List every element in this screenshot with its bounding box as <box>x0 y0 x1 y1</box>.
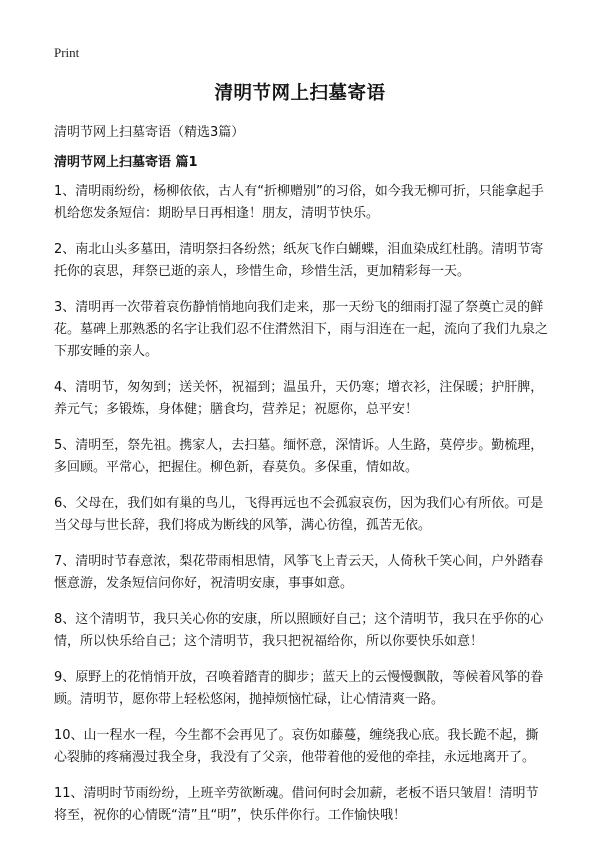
message-list <box>54 181 548 841</box>
list-item: 5、清明至，祭先祖。携家人，去扫墓。缅怀意，深情诉。人生路，莫停步。勤梳理，多回顾。平常心，把握住。柳色新，春莫负。多保重，情如故。 <box>54 438 544 475</box>
list-item: 1、清明雨纷纷，杨柳依依，古人有“折柳赠别”的习俗，如今我无柳可折，只能拿起手机给您发条短信：期盼早日再相逢！朋友，清明节快乐。 <box>54 184 544 221</box>
list-item: 3、清明再一次带着哀伤静悄悄地向我们走来，那一天纷飞的细雨打湿了祭奠亡灵的鲜花。墓碑上那熟悉的名字让我们忍不住潸然泪下，雨与泪连在一起，流向了我们九泉之下那安睡的亲人。 <box>54 300 549 359</box>
list-item: 7、清明时节春意浓，梨花带雨相思情，风筝飞上青云天，人倚秋千笑心间，户外踏春惬意游，发条短信问你好，祝清明安康，事事如意。 <box>54 554 544 591</box>
list-item: 2、南北山头多墓田，清明祭扫各纷然；纸灰飞作白蝴蝶，泪血染成红杜鹃。清明节寄托你的哀思，拜祭已逝的亲人，珍惜生命，珍惜生活，更加精彩每一天。 <box>54 242 544 279</box>
list-item: 10、山一程水一程，今生都不会再见了。哀伤如藤蔓，缠绕我心底。我长跪不起，撕心裂肺的疼痛漫过我全身，我没有了父亲，他带着他的爱他的牵挂，永远地离开了。 <box>54 728 539 765</box>
document-subtitle: 清明节网上扫墓寄语（精选3篇） <box>54 125 245 140</box>
list-item: 4、清明节，匆匆到；送关怀，祝福到；温虽升，天仍寒；增衣衫，注保暖；护肝脾，养元气；多锻炼，身体健；膳食均，营养足；祝愿你，总平安！ <box>54 380 544 417</box>
list-item: 11、清明时节雨纷纷，上班辛劳欲断魂。借问何时会加薪，老板不语只皱眉！清明节将至，祝你的心情既“清”且“明”，快乐伴你行。工作愉快哦！ <box>54 786 539 823</box>
print-link[interactable]: Print <box>54 45 80 60</box>
list-item: 6、父母在，我们如有巢的鸟儿，飞得再远也不会孤寂哀伤，因为我们心有所依。可是当父母与世长辞，我们将成为断线的风筝，满心彷徨，孤苦无依。 <box>54 496 544 533</box>
section-heading: 清明节网上扫墓寄语 篇1 <box>54 155 198 170</box>
list-item: 9、原野上的花悄悄开放，召唤着踏青的脚步；蓝天上的云慢慢飘散，等候着风筝的眷顾。清明节，愿你带上轻松悠闲，抛掉烦恼忙碌，让心情清爽一路。 <box>54 670 544 707</box>
page-title: 清明节网上扫墓寄语 <box>214 83 386 104</box>
list-item: 8、这个清明节，我只关心你的安康，所以照顾好自己；这个清明节，我只在乎你的心情，所以快乐给自己；这个清明节，我只把祝福给你，所以你要快乐如意！ <box>54 612 544 649</box>
